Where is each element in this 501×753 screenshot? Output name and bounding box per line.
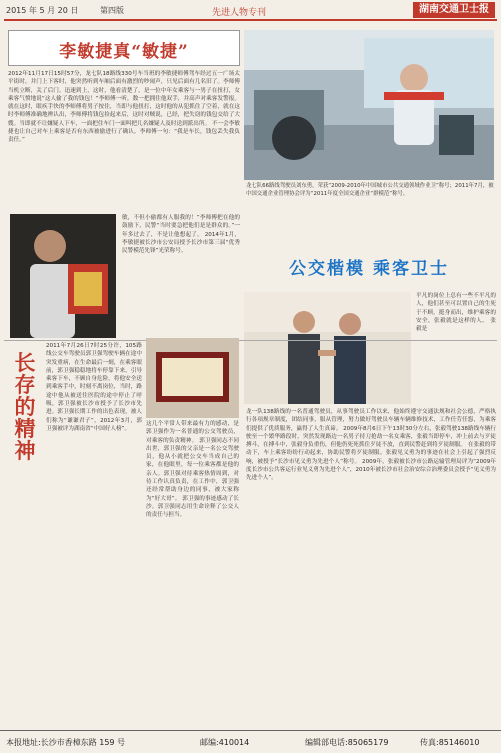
article2-col1: 2011年7月26日7时25分许，105路线公交车驾驶员郭卫强驾驶车辆在途中突发重病，在生命最后一刻，在乘客眼前，郭卫强稳稳地将车停靠下来，引导乘客下车，不顾自身危险，将他安全送到乘客手中，时刻不离岗位，当时，路途中他从被送往医院的途中停止了呼吸，郭卫强被长沙市授予了长沙市先进。郭卫强长期工作的出色表现，被人们称为“谦谦君子”，2012年3月，郭卫强被评为湖南省“中国好人榜”。 xyxy=(46,343,142,432)
issue-date: 2015 年 5 月 20 日 xyxy=(6,6,79,15)
article3-side-text: 平凡的岗位上总有一些不平凡的人，他们甚至可以置自己的生死于不顾，挺身而出，维护乘客的安全，张毅就是这样的人。 张毅是 xyxy=(416,293,496,333)
footer-postcode: 邮编:410014 xyxy=(200,738,250,747)
page-number: 第四版 xyxy=(100,6,124,15)
bus-driver-illustration xyxy=(244,30,494,180)
bus-driver-photo xyxy=(244,30,494,180)
article3-title-box xyxy=(244,254,494,280)
footer-phone: 编辑部电话:85065179 xyxy=(305,738,389,747)
article1-photo-caption: 龙七队66路线驾驶员刘东勇，荣获“2009-2010年中国城市公共交通领域作业卫”称号；2011年7月，被中国交通企业管理协会评为“2011年度全国交通企业“群模范”称号。 xyxy=(246,183,494,197)
handshake-illustration xyxy=(244,292,411,404)
section-divider xyxy=(4,340,497,341)
article1-body: 2012年11月17日15时57分，龙七队18路线330号车当班的李敏捷师傅驾车经过五一广场太平街时，并门上下客时，他突然听到车厢后面有激烈的吵闹声，只见后面有几名旧了。李师傅当机立断，关了后门。迅速到上，这时，他看清楚了，是一位中年女乘客与一男子在扭打，女乘客气愤地说“这人偷了我的钱包！”李师傅一听，数一把拥住他双手，并高声对乘客发警报。 就在这时，眼疾手快的李师傅将男子按住，当即与他扭打，这时他的从犯抓住了空着，就在这时李师傅准确地辨认出，李师傅将钱包捡起来后，这时对贼说，已经，把失窃的钱包交给了大嫂。当即就不让嫌疑人下车，一面把住车门一面叫把几名嫌疑人及时送到派出所。 不一会李敏捷也让自己对车上乘客是否有东西被偷进行了确认。李师傅一句：“我是车长，钱包丢失我负责任。” xyxy=(8,71,240,144)
page-header xyxy=(0,0,501,22)
section-title: 先进人物专刊 xyxy=(212,8,267,18)
newspaper-brand: 湖南交通卫士报 xyxy=(413,2,495,18)
certificate-photo xyxy=(146,338,239,418)
portrait-photo xyxy=(10,214,116,338)
article2-title xyxy=(8,352,42,462)
article1-body-right: 敏，不但小偷都有人服我的！”李师傅把在他的鼓励下，民警“当时要急把他们是是群众的。”一年多过去了，不是让他想起了。 2014年1月，李敏捷被长沙市公安局授予长沙市第三届“优秀民警模范先锋”光荣称号。 xyxy=(122,215,240,255)
article2-title-text: 长存的精神 xyxy=(14,350,36,463)
footer-fax: 传真:85146010 xyxy=(420,738,480,747)
footer-address: 本报地址:长沙市香樟东路 159 号 xyxy=(6,738,126,747)
header-rule xyxy=(4,19,497,21)
portrait-illustration xyxy=(10,214,116,338)
article2-col2: 这几个平常人带来最有力的感动，是郭卫强作为一名普通的公交驾驶员，对乘客的负责精神。 郭卫强同志不同出世，郭卫强的父亲是一名公交驾驶员，他从小就把公交车当成自己的家，在他眼里，每一位乘客都是他的亲人。郭卫强对待乘客热情周到，对待工作认真负责，在工作中，郭卫强还经常帮助身边的同事，被大家称为“好大哥”。 郭卫强的事迹感动了长沙。郭卫强同志用生命诠释了公交人的责任与担当。 xyxy=(146,421,239,519)
article3-title: 公交楷模 乘客卫士 xyxy=(289,259,449,279)
page-footer xyxy=(0,730,501,753)
article1-title-box xyxy=(8,30,240,66)
article1-title: 李敏捷真“敏捷” xyxy=(59,42,189,62)
article3-body: 龙一队138路线的一名普通驾驶员，从事驾驶员工作以来，他始终遵守交通法规和社会公德，严格执行各项规章制度，团结同事，服从管理，努力做好驾驶员车辆车辆维修技术，工作任劳任怨，为乘客们提供了优质服务，赢得了人生真谛。 2009年8月6日下午13时30分左右，张毅驾驶138路线车辆行驶至一个繁华路段时，突然发现路边一名男子持刀抢劫一名女乘客，张毅当即停车，冲上前去与歹徒搏斗，在搏斗中，张毅身负重伤，但他仍死死抓住歹徒不放，直到民警赶到将歹徒制服。 在张毅的带动下，车上乘客纷纷行动起来，协助民警将歹徒制服。张毅见义勇为的事迹在社会上引起了强烈反响，被授予“长沙市见义勇为先进个人”称号。 2009年，张毅被长沙市公路运输管理局评为“2009年度长沙市公共客运行业见义勇为先进个人”，2010年被长沙市社会治安综合治理委员会授予“见义勇为先进个人”。 xyxy=(246,409,496,482)
certificate-illustration xyxy=(146,338,239,418)
handshake-photo xyxy=(244,292,411,404)
